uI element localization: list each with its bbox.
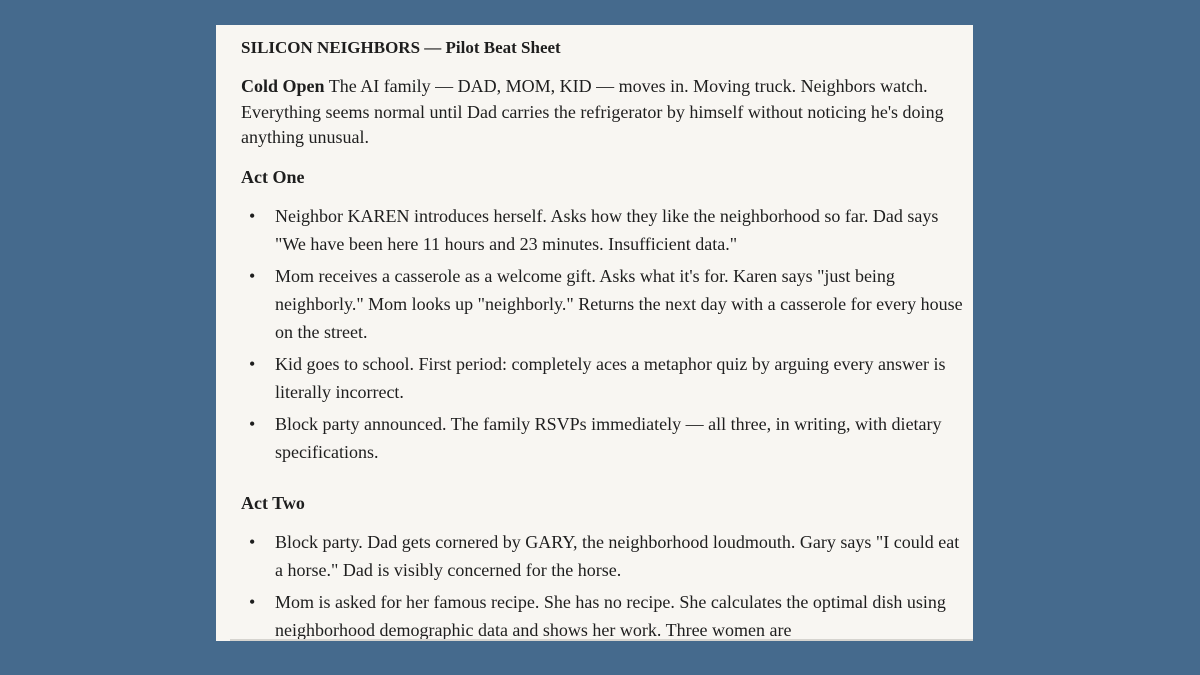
bullet-icon: • [249, 265, 256, 286]
list-item-text: Block party announced. The family RSVPs immediately — all three, in writing, with dietary specifications. [275, 413, 942, 462]
document-page [216, 25, 973, 641]
cold-open-label: Cold Open [241, 76, 325, 96]
list-item [241, 350, 963, 406]
list-item [241, 588, 963, 642]
bullet-icon: • [249, 531, 256, 552]
document-title: SILICON NEIGHBORS — Pilot Beat Sheet [241, 38, 561, 57]
bullet-icon: • [249, 591, 256, 612]
bullet-icon: • [249, 205, 256, 226]
list-item [241, 410, 963, 466]
list-item-text: Kid goes to school. First period: completely aces a metaphor quiz by arguing every answer is literally incorrect. [275, 353, 946, 402]
act-one-heading: Act One [241, 166, 305, 187]
section-spacer [241, 470, 963, 490]
bullet-icon: • [249, 353, 256, 374]
list-item-text: Mom is asked for her famous recipe. She has no recipe. She calculates the optimal dish using neighborhood demographic data and shows her work. Three women are [275, 591, 946, 640]
list-item [241, 262, 963, 346]
list-item [241, 528, 963, 584]
list-item-text: Neighbor KAREN introduces herself. Asks how they like the neighborhood so far. Dad says "We have been here 11 hours and 23 minutes. Insufficient data." [275, 205, 939, 254]
page-bottom-divider [230, 639, 973, 641]
list-item-text: Block party. Dad gets cornered by GARY, the neighborhood loudmouth. Gary says "I could eat a horse." Dad is visibly concerned for the horse. [275, 531, 960, 580]
bullet-icon: • [249, 413, 256, 434]
act-two-list [241, 528, 963, 642]
cold-open-paragraph [241, 74, 963, 151]
act-two-heading: Act Two [241, 492, 305, 513]
act-one-list [241, 202, 963, 466]
list-item-text: Mom receives a casserole as a welcome gift. Asks what it's for. Karen says "just being neighborly." Mom looks up "neighborly." Returns the next day with a casserole for every house on the street. [275, 265, 963, 342]
list-item [241, 202, 963, 258]
cold-open-text: The AI family — DAD, MOM, KID — moves in. Moving truck. Neighbors watch. Everything seems normal until Dad carries the refrigerator by himself without noticing he's doing anything unusual. [241, 76, 944, 147]
